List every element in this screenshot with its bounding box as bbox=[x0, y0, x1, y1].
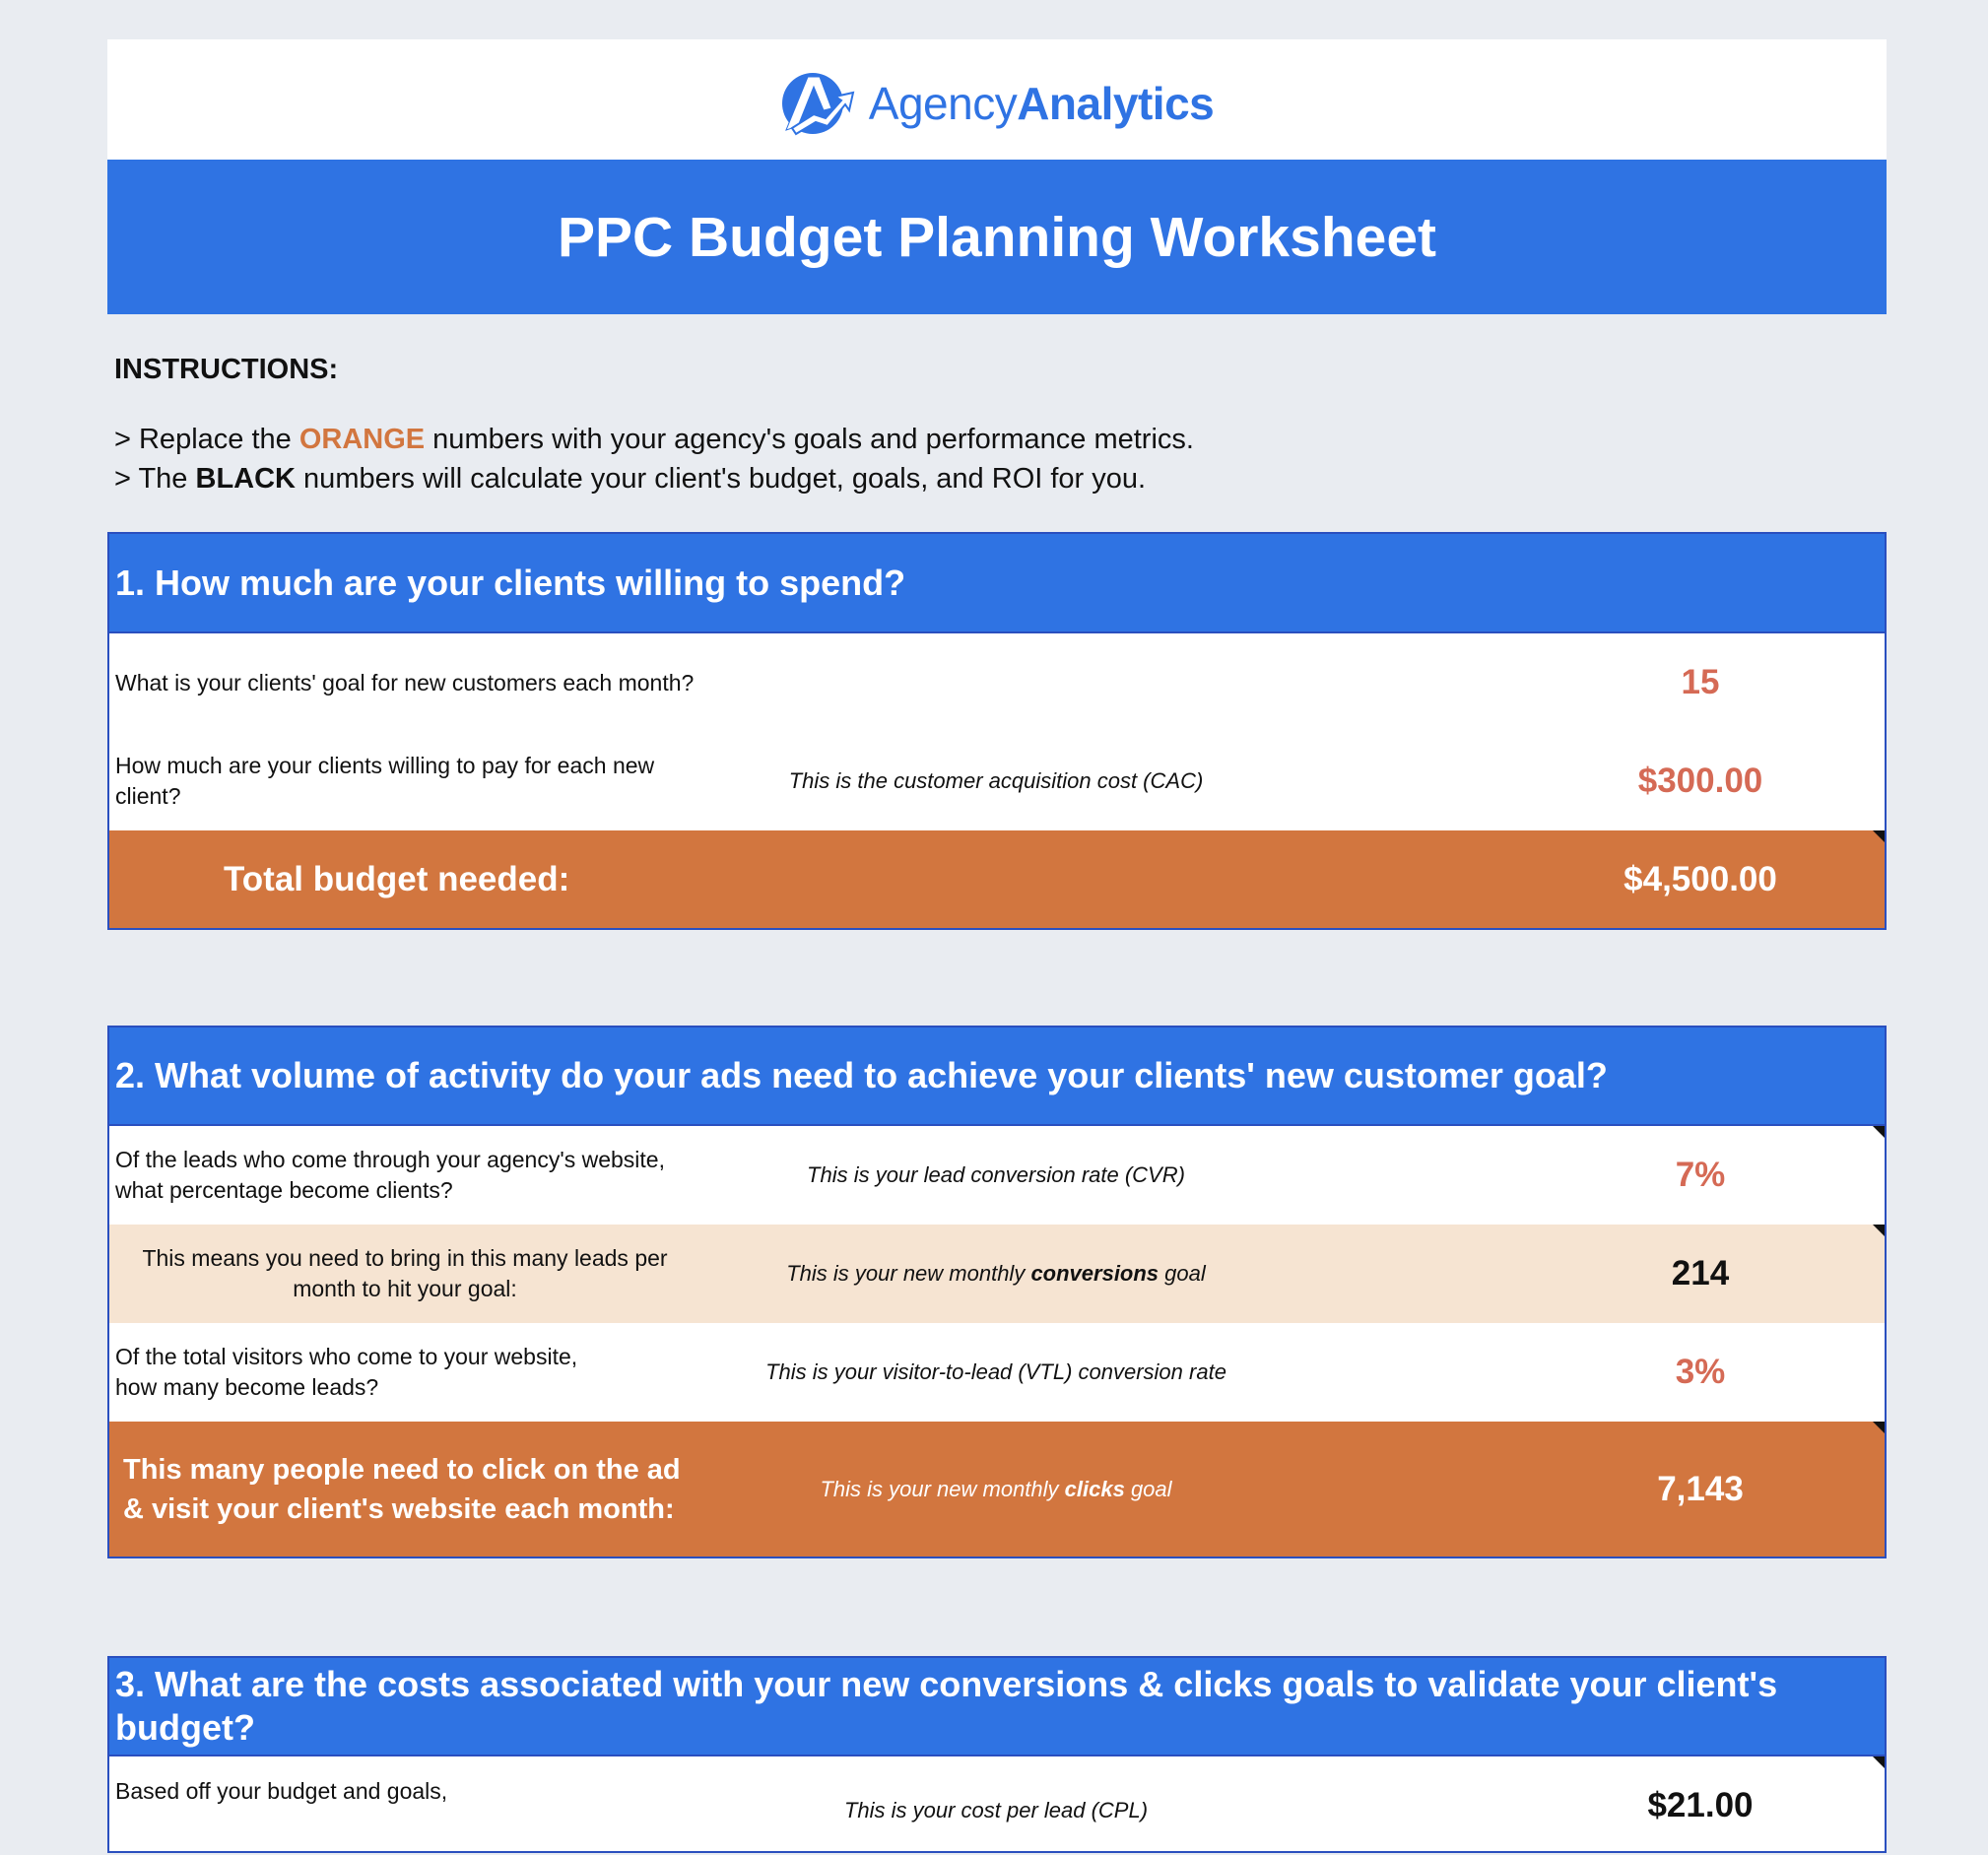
row-note bbox=[720, 1477, 1272, 1502]
row-note bbox=[720, 1261, 1272, 1287]
instructions bbox=[107, 354, 1887, 498]
row-label: This many people need to click on the ad & visit your client's website each month: bbox=[123, 1453, 681, 1525]
total-budget-row bbox=[109, 830, 1885, 928]
note-text: goal bbox=[1124, 1476, 1172, 1501]
section-heading: 1. How much are your clients willing to spend? bbox=[109, 534, 1885, 633]
total-value: $4,500.00 bbox=[1624, 859, 1777, 898]
row-label: Based off your budget and goals, bbox=[115, 1778, 448, 1804]
note-text: This is your new monthly bbox=[820, 1476, 1065, 1501]
vtl-input[interactable]: 3% bbox=[1675, 1353, 1726, 1391]
note-emphasis: conversions bbox=[1030, 1261, 1160, 1286]
row-label: What is your clients' goal for new customers each month? bbox=[115, 669, 695, 696]
table-row bbox=[109, 1126, 1885, 1225]
cvr-input[interactable]: 7% bbox=[1675, 1156, 1726, 1194]
brand-name bbox=[869, 77, 1214, 130]
table-row bbox=[109, 732, 1885, 830]
brand-name-light: Agency bbox=[868, 78, 1018, 129]
row-note: This is the customer acquisition cost (CAC) bbox=[788, 768, 1204, 793]
orange-keyword: ORANGE bbox=[298, 424, 426, 455]
black-keyword: BLACK bbox=[195, 463, 296, 495]
worksheet-page bbox=[107, 39, 1887, 1824]
page-title: PPC Budget Planning Worksheet bbox=[107, 160, 1887, 314]
total-label: Total budget needed: bbox=[224, 860, 570, 898]
table-row bbox=[109, 1225, 1885, 1323]
table-row bbox=[109, 1323, 1885, 1422]
row-label: Of the leads who come through your agency's website, what percentage become clients? bbox=[115, 1147, 665, 1203]
conversions-goal-value: 214 bbox=[1671, 1254, 1730, 1292]
cpl-value: $21.00 bbox=[1647, 1786, 1754, 1824]
section-spend bbox=[107, 532, 1887, 930]
cac-input[interactable]: $300.00 bbox=[1637, 762, 1763, 800]
brand-name-bold: Analytics bbox=[1017, 78, 1215, 129]
note-emphasis: clicks bbox=[1064, 1476, 1125, 1501]
agency-analytics-logo-icon bbox=[780, 71, 857, 136]
instruction-text: numbers will calculate your client's budget, goals, and ROI for you. bbox=[296, 463, 1147, 495]
section-costs bbox=[107, 1656, 1887, 1853]
instruction-line-2 bbox=[114, 459, 1880, 498]
instructions-heading: INSTRUCTIONS: bbox=[114, 354, 339, 385]
row-note: This is your visitor-to-lead (VTL) conversion rate bbox=[765, 1359, 1226, 1384]
row-label: This means you need to bring in this many leads per month to hit your goal: bbox=[142, 1245, 668, 1301]
clicks-goal-value: 7,143 bbox=[1657, 1469, 1744, 1508]
section-volume bbox=[107, 1026, 1887, 1558]
note-text: This is your new monthly bbox=[786, 1261, 1031, 1286]
logo-band bbox=[107, 39, 1887, 160]
instruction-text: > Replace the bbox=[114, 424, 299, 455]
row-note: This is your cost per lead (CPL) bbox=[843, 1798, 1149, 1822]
section-heading: 2. What volume of activity do your ads need to achieve your clients' new customer goal? bbox=[109, 1027, 1885, 1126]
clicks-goal-row bbox=[109, 1422, 1885, 1557]
row-note: This is your lead conversion rate (CVR) bbox=[807, 1162, 1185, 1187]
row-label: How much are your clients willing to pay for each new client? bbox=[115, 753, 655, 809]
customers-goal-input[interactable]: 15 bbox=[1681, 663, 1720, 701]
instruction-text: > The bbox=[114, 463, 196, 495]
row-label: Of the total visitors who come to your website, how many become leads? bbox=[115, 1344, 578, 1400]
section-heading: 3. What are the costs associated with your new conversions & clicks goals to validate your client's budget? bbox=[109, 1658, 1885, 1756]
table-row bbox=[109, 1756, 1885, 1855]
table-row bbox=[109, 633, 1885, 732]
instruction-text: numbers with your agency's goals and performance metrics. bbox=[425, 424, 1194, 455]
instruction-line-1 bbox=[114, 420, 1880, 459]
note-text: goal bbox=[1159, 1261, 1206, 1286]
